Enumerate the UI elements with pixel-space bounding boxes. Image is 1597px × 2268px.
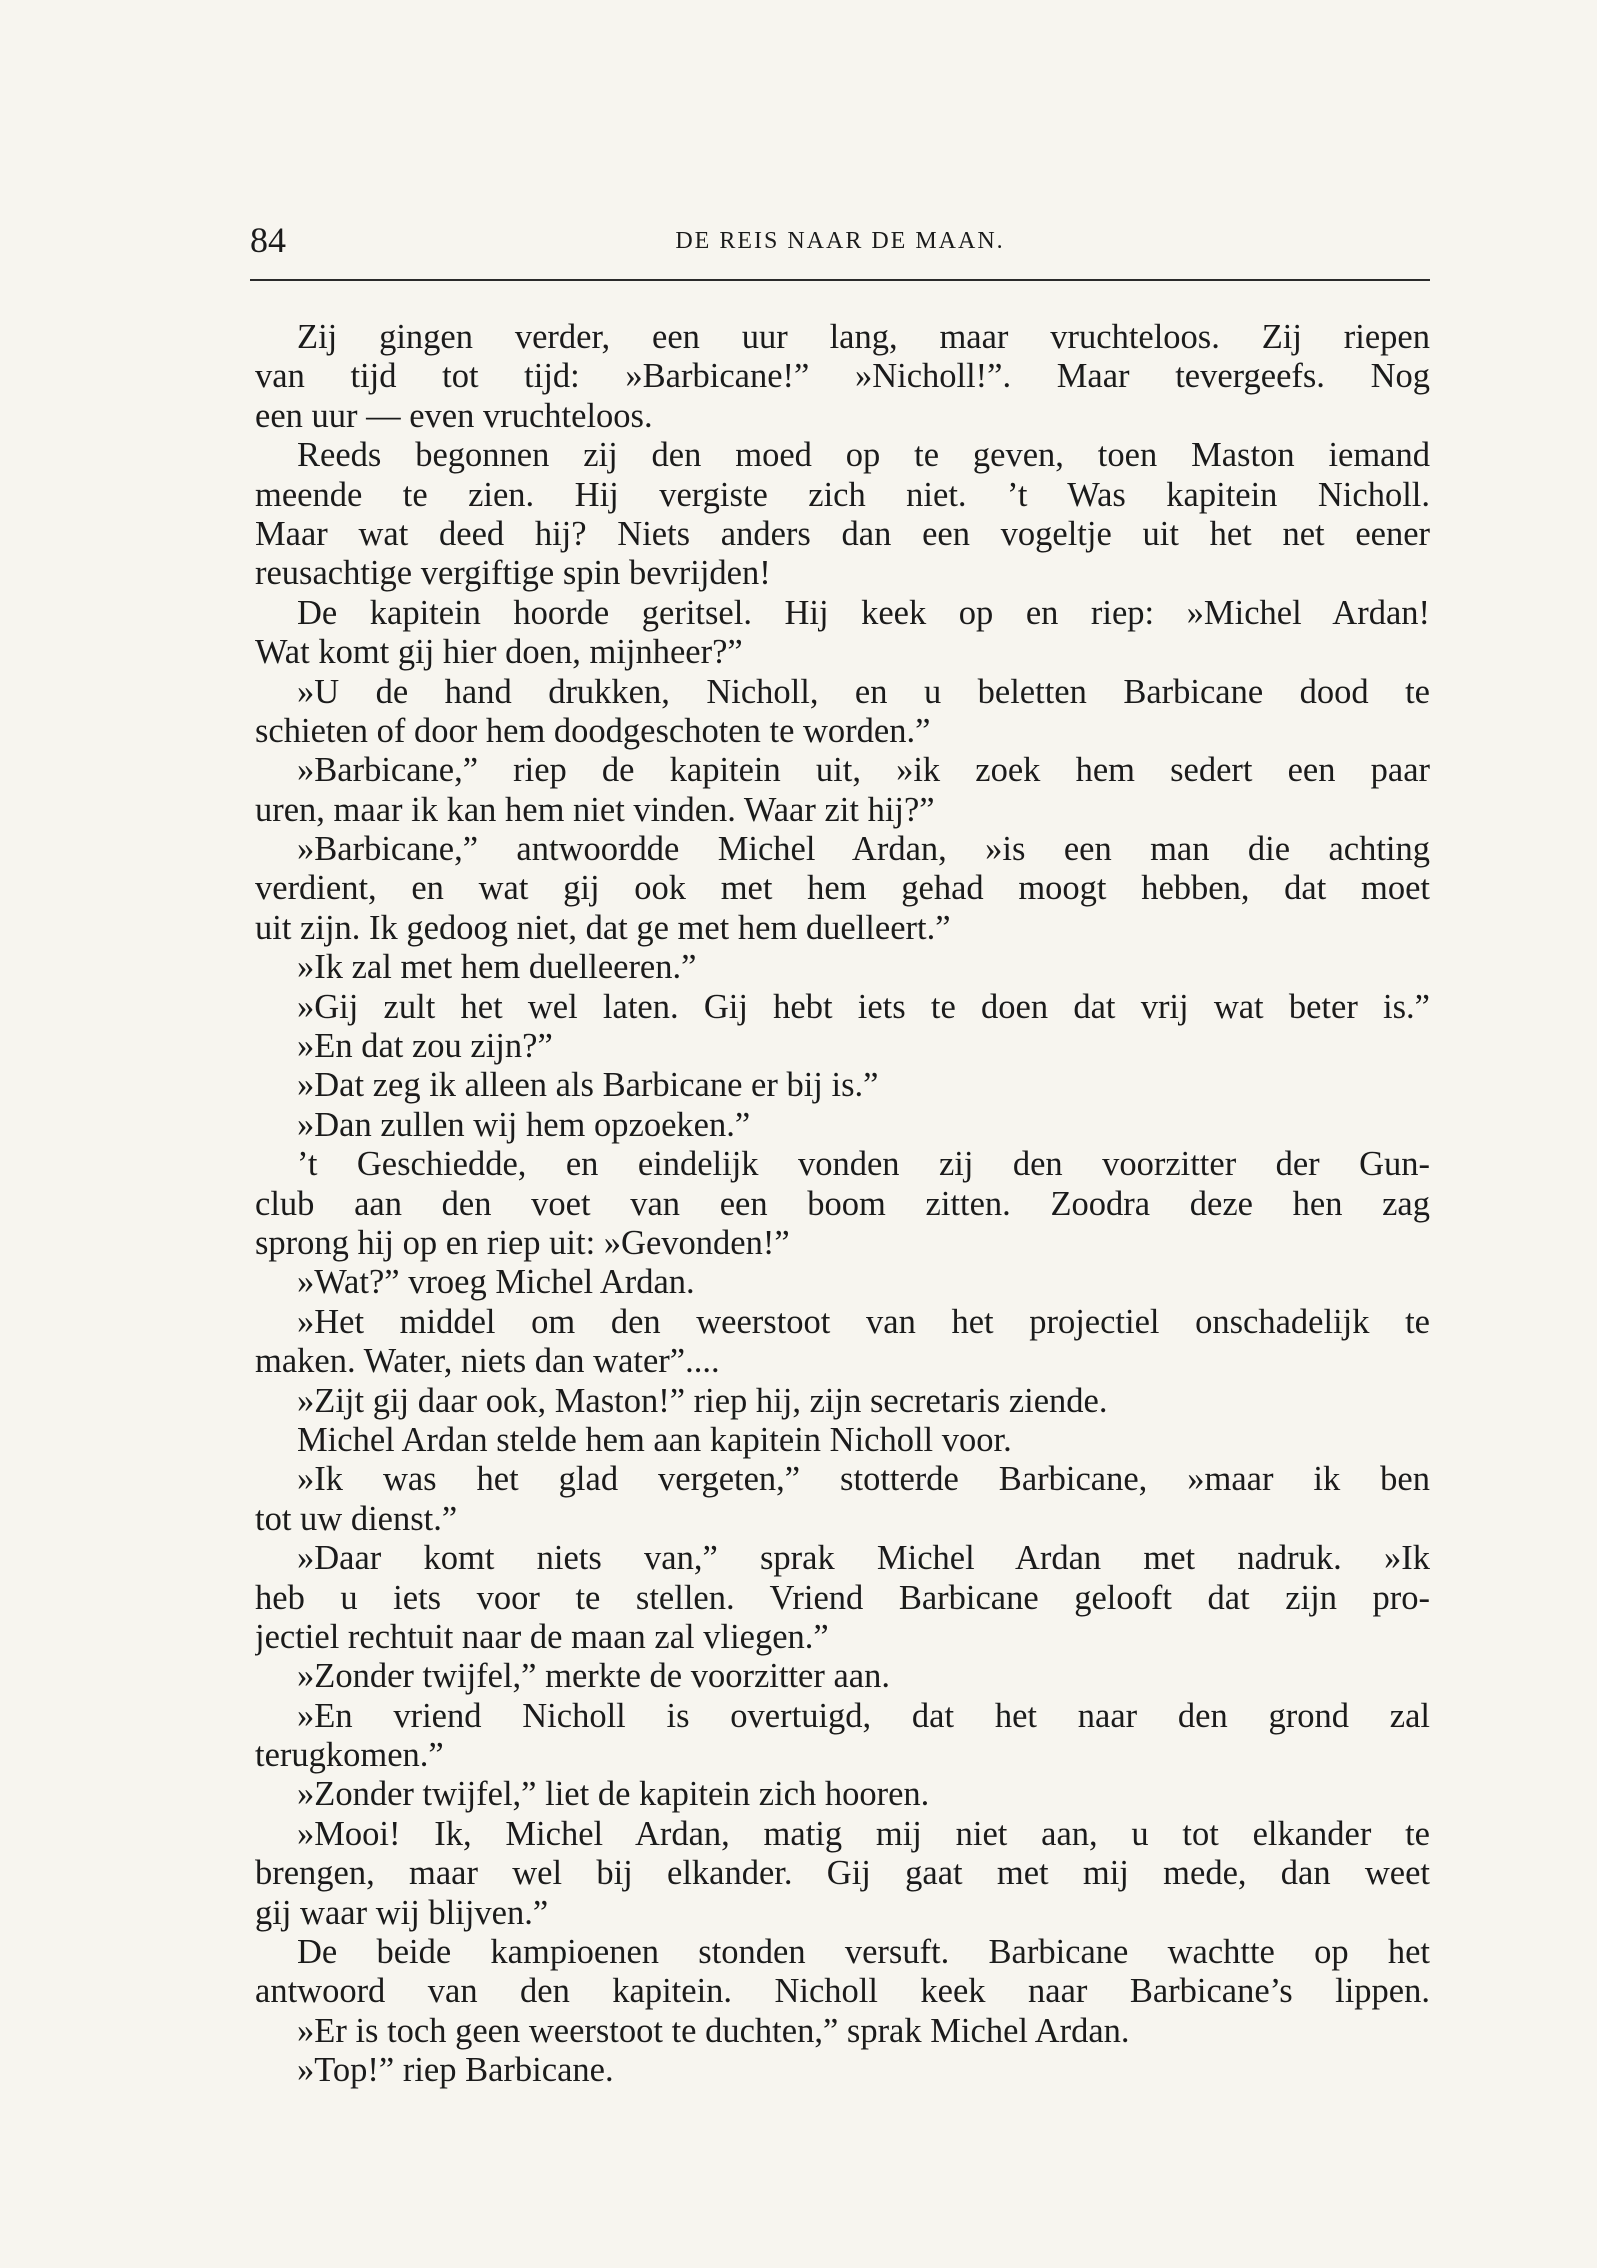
text-line: jectiel rechtuit naar de maan zal vliegen.”	[255, 1617, 829, 1656]
text-line: »En vriend Nicholl is overtuigd, dat het naar den grond zal	[297, 1696, 1430, 1735]
text-line: »Barbicane,” antwoordde Michel Ardan, »is een man die achting	[297, 830, 1430, 869]
text-line: schieten of door hem doodgeschoten te worden.”	[255, 711, 931, 750]
text-line: »Barbicane,” riep de kapitein uit, »ik zoek hem sedert een paar	[297, 751, 1430, 790]
text-line: maken. Water, niets dan water”....	[255, 1342, 720, 1381]
text-line: Michel Ardan stelde hem aan kapitein Nicholl voor.	[297, 1420, 1012, 1459]
text-line: meende te zien. Hij vergiste zich niet. ’t Was kapitein Nicholl.	[255, 475, 1430, 514]
text-line: »Wat?” vroeg Michel Ardan.	[297, 1263, 695, 1302]
text-line: »Het middel om den weerstoot van het projectiel onschadelijk te	[297, 1302, 1430, 1341]
header-rule	[250, 279, 1430, 281]
text-line: reusachtige vergiftige spin bevrijden!	[255, 554, 771, 593]
text-line: »Gij zult het wel laten. Gij hebt iets te doen dat vrij wat beter is.”	[297, 987, 1430, 1026]
text-line: brengen, maar wel bij elkander. Gij gaat met mij mede, dan weet	[255, 1854, 1430, 1893]
text-line: sprong hij op en riep uit: »Gevonden!”	[255, 1223, 790, 1262]
text-line: »U de hand drukken, Nicholl, en u beletten Barbicane dood te	[297, 672, 1430, 711]
text-line: »Daar komt niets van,” sprak Michel Ardan met nadruk. »Ik	[297, 1539, 1430, 1578]
text-line: »Mooi! Ik, Michel Ardan, matig mij niet aan, u tot elkander te	[297, 1814, 1430, 1853]
text-line: tot uw dienst.”	[255, 1499, 458, 1538]
text-line: »En dat zou zijn?”	[297, 1027, 553, 1066]
text-line: heb u iets voor te stellen. Vriend Barbicane gelooft dat zijn pro-	[255, 1578, 1430, 1617]
text-line: »Er is toch geen weerstoot te duchten,” sprak Michel Ardan.	[297, 2011, 1130, 2050]
text-line: »Dan zullen wij hem opzoeken.”	[297, 1105, 751, 1144]
text-line: Maar wat deed hij? Niets anders dan een vogeltje uit het net eener	[255, 514, 1430, 553]
text-line: De beide kampioenen stonden versuft. Barbicane wachtte op het	[297, 1933, 1430, 1972]
text-line: Wat komt gij hier doen, mijnheer?”	[255, 633, 743, 672]
text-line: uit zijn. Ik gedoog niet, dat ge met hem duelleert.”	[255, 908, 951, 947]
text-line: club aan den voet van een boom zitten. Zoodra deze hen zag	[255, 1184, 1430, 1223]
text-line: uren, maar ik kan hem niet vinden. Waar zit hij?”	[255, 790, 935, 829]
text-line: »Zonder twijfel,” merkte de voorzitter aan.	[297, 1657, 890, 1696]
text-line: »Ik zal met hem duelleeren.”	[297, 948, 697, 987]
text-line: »Zijt gij daar ook, Maston!” riep hij, zijn secretaris ziende.	[297, 1381, 1108, 1420]
text-line: Zij gingen verder, een uur lang, maar vruchteloos. Zij riepen	[297, 318, 1430, 356]
text-line: gij waar wij blijven.”	[255, 1893, 549, 1932]
text-line: »Zonder twijfel,” liet de kapitein zich hooren.	[297, 1775, 930, 1814]
running-title: DE REIS NAAR DE MAAN.	[675, 228, 1005, 254]
text-line: De kapitein hoorde geritsel. Hij keek op en riep: »Michel Ardan!	[297, 593, 1430, 632]
text-line: een uur — even vruchteloos.	[255, 396, 653, 435]
text-line: ’t Geschiedde, en eindelijk vonden zij den voorzitter der Gun-	[297, 1145, 1430, 1184]
page-header	[250, 220, 1430, 276]
text-line: Reeds begonnen zij den moed op te geven, toen Maston iemand	[297, 436, 1430, 475]
body-text	[255, 318, 1430, 2091]
text-line: »Top!” riep Barbicane.	[297, 2051, 614, 2090]
text-line: verdient, en wat gij ook met hem gehad moogt hebben, dat moet	[255, 869, 1430, 908]
text-line: antwoord van den kapitein. Nicholl keek naar Barbicane’s lippen.	[255, 1972, 1430, 2011]
text-line: van tijd tot tijd: »Barbicane!” »Nicholl!”. Maar tevergeefs. Nog	[255, 357, 1430, 396]
page-number: 84	[250, 220, 286, 260]
text-line: terugkomen.”	[255, 1736, 444, 1775]
text-line: »Dat zeg ik alleen als Barbicane er bij is.”	[297, 1066, 879, 1105]
text-line: »Ik was het glad vergeten,” stotterde Barbicane, »maar ik ben	[297, 1460, 1430, 1499]
